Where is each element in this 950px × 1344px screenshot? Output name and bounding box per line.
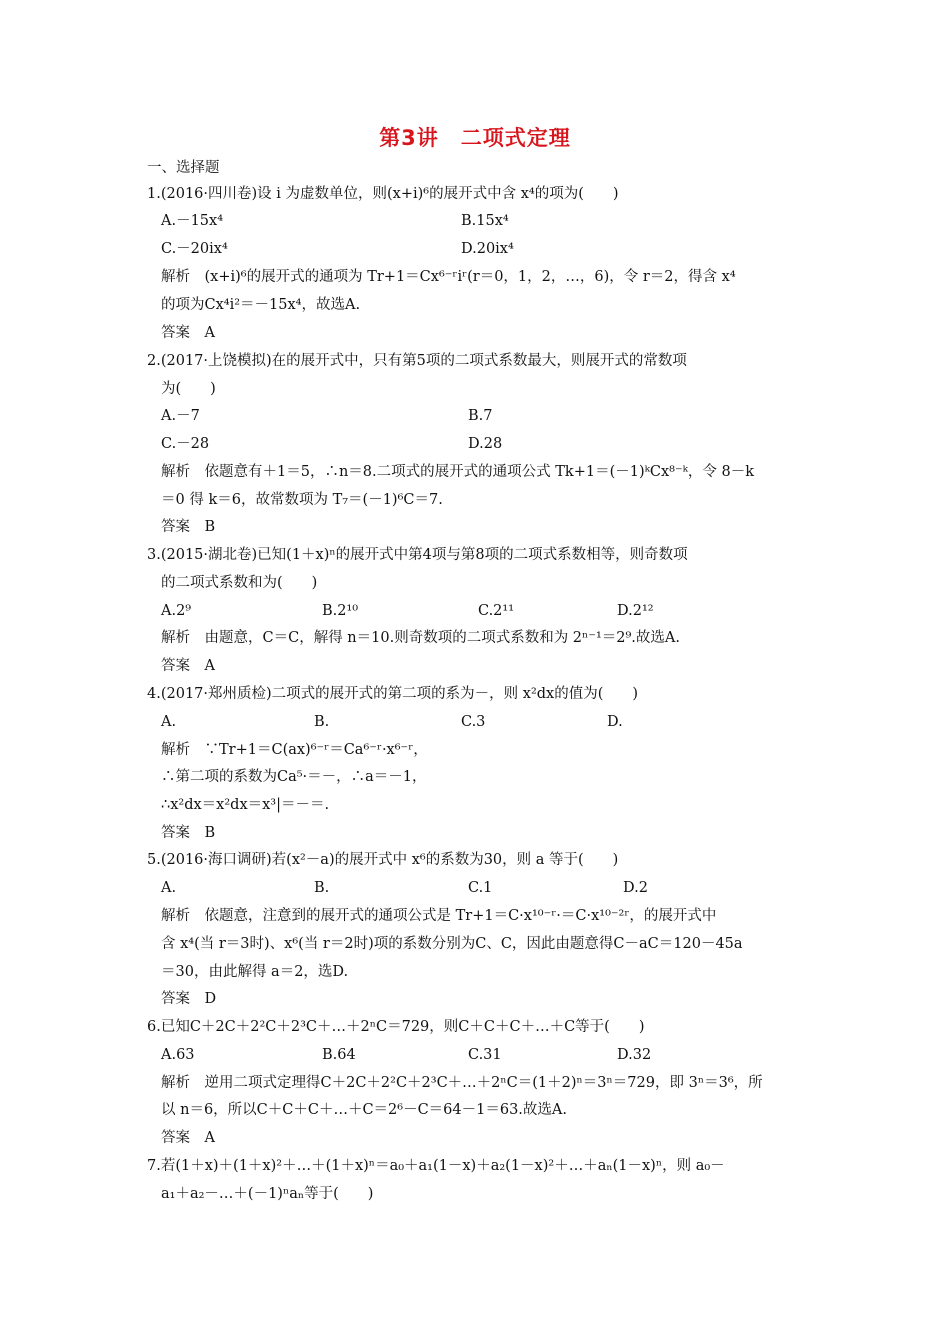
question-6-option-d: D.32 [617, 1047, 652, 1063]
question-6-analysis-cont: 以 n＝6，所以C＋C＋C＋…＋C＝2⁶－C＝64－1＝63.故选A. [161, 1102, 567, 1118]
question-4-analysis-line2: ∴第二项的系数为Ca⁵·＝－，∴a＝－1， [161, 769, 427, 785]
question-5-analysis-line3: ＝30，由此解得 a＝2，选D. [161, 964, 349, 980]
question-5-stem: 5.(2016·海口调研)若(x²－a)的展开式中 x⁶的系数为30，则 a 等于( ) [147, 852, 619, 868]
question-5-analysis: 解析 依题意，注意到的展开式的通项公式是 Tr+1＝C·x¹⁰⁻ʳ·＝C·x¹⁰⁻²ʳ，的展开式中 [161, 908, 717, 924]
question-3-answer: 答案 A [161, 658, 215, 674]
question-1-stem: 1.(2016·四川卷)设 i 为虚数单位，则(x+i)⁶的展开式中含 x⁴的项为( ) [147, 186, 619, 202]
question-5-option-b: B. [314, 880, 330, 896]
question-3-option-b: B.2¹⁰ [322, 603, 359, 619]
question-3-option-a: A.2⁹ [161, 603, 192, 619]
question-6-analysis: 解析 逆用二项式定理得C＋2C＋2²C＋2³C＋…＋2ⁿC＝(1＋2)ⁿ＝3ⁿ＝729，即 3ⁿ＝3⁶，所 [161, 1075, 763, 1091]
question-1-option-d: D.20ix⁴ [461, 241, 514, 257]
question-2-stem: 2.(2017·上饶模拟)在的展开式中，只有第5项的二项式系数最大，则展开式的常数项 [147, 353, 687, 369]
question-5-answer: 答案 D [161, 991, 217, 1007]
question-1-option-c: C.－20ix⁴ [161, 241, 228, 257]
question-6-stem: 6.已知C＋2C＋2²C＋2³C＋…＋2ⁿC＝729，则C＋C＋C＋…＋C等于( ) [147, 1019, 645, 1035]
question-2-analysis-cont: ＝0 得 k＝6，故常数项为 T₇＝(－1)⁶C＝7. [161, 492, 443, 508]
question-3-stem: 3.(2015·湖北卷)已知(1＋x)ⁿ的展开式中第4项与第8项的二项式系数相等，则奇数项 [147, 547, 688, 563]
question-3-option-d: D.2¹² [617, 603, 654, 619]
page-title: 第3讲 二项式定理 [379, 126, 571, 150]
question-1-analysis-cont: 的项为Cx⁴i²＝－15x⁴，故选A. [161, 297, 361, 313]
question-4-option-b: B. [314, 714, 330, 730]
question-5-option-a: A. [161, 880, 177, 896]
question-2-stem-cont: 为( ) [161, 381, 216, 397]
question-1-option-b: B.15x⁴ [461, 213, 509, 229]
question-4-analysis-line3: ∴x²dx＝x²dx＝x³|＝－＝. [161, 797, 330, 813]
question-6-option-c: C.31 [468, 1047, 502, 1063]
question-6-option-b: B.64 [322, 1047, 356, 1063]
question-2-option-c: C.－28 [161, 436, 210, 452]
question-4-option-d: D. [607, 714, 623, 730]
question-4-option-a: A. [161, 714, 177, 730]
question-5-option-c: C.1 [468, 880, 493, 896]
question-4-stem: 4.(2017·郑州质检)二项式的展开式的第二项的系为－，则 x²dx的值为( ) [147, 686, 639, 702]
question-7-stem: 7.若(1＋x)＋(1＋x)²＋…＋(1＋x)ⁿ＝a₀＋a₁(1－x)＋a₂(1－x)²＋…＋aₙ(1－x)ⁿ，则 a₀－ [147, 1158, 725, 1174]
question-6-answer: 答案 A [161, 1130, 215, 1146]
question-4-option-c: C.3 [461, 714, 486, 730]
question-1-answer: 答案 A [161, 325, 215, 341]
question-3-analysis: 解析 由题意，C＝C，解得 n＝10.则奇数项的二项式系数和为 2ⁿ⁻¹＝2⁹.故选A. [161, 630, 680, 646]
question-1-option-a: A.－15x⁴ [161, 213, 224, 229]
question-2-option-b: B.7 [468, 408, 493, 424]
question-2-analysis: 解析 依题意有＋1＝5，∴n＝8.二项式的展开式的通项公式 Tk+1＝(－1)ᵏCx⁸⁻ᵏ，令 8－k [161, 464, 755, 480]
question-2-option-a: A.－7 [161, 408, 200, 424]
question-7-stem-cont: a₁＋a₂－…＋(－1)ⁿaₙ等于( ) [161, 1186, 374, 1202]
question-5-analysis-line2: 含 x⁴(当 r＝3时)、x⁶(当 r＝2时)项的系数分别为C、C，因此由题意得C－aC＝120－45a [161, 936, 743, 952]
section-heading: 一、选择题 [147, 160, 220, 176]
question-4-analysis: 解析 ∵Tr+1＝C(ax)⁶⁻ʳ＝Ca⁶⁻ʳ·x⁶⁻ʳ， [161, 742, 428, 758]
question-4-answer: 答案 B [161, 825, 216, 841]
question-6-option-a: A.63 [161, 1047, 195, 1063]
question-1-analysis: 解析 (x+i)⁶的展开式的通项为 Tr+1＝Cx⁶⁻ʳiʳ(r＝0，1，2，…，6)，令 r＝2，得含 x⁴ [161, 269, 736, 285]
question-3-stem-cont: 的二项式系数和为( ) [161, 575, 318, 591]
question-3-option-c: C.2¹¹ [478, 603, 515, 619]
question-2-option-d: D.28 [468, 436, 503, 452]
question-5-option-d: D.2 [623, 880, 648, 896]
question-2-answer: 答案 B [161, 519, 216, 535]
